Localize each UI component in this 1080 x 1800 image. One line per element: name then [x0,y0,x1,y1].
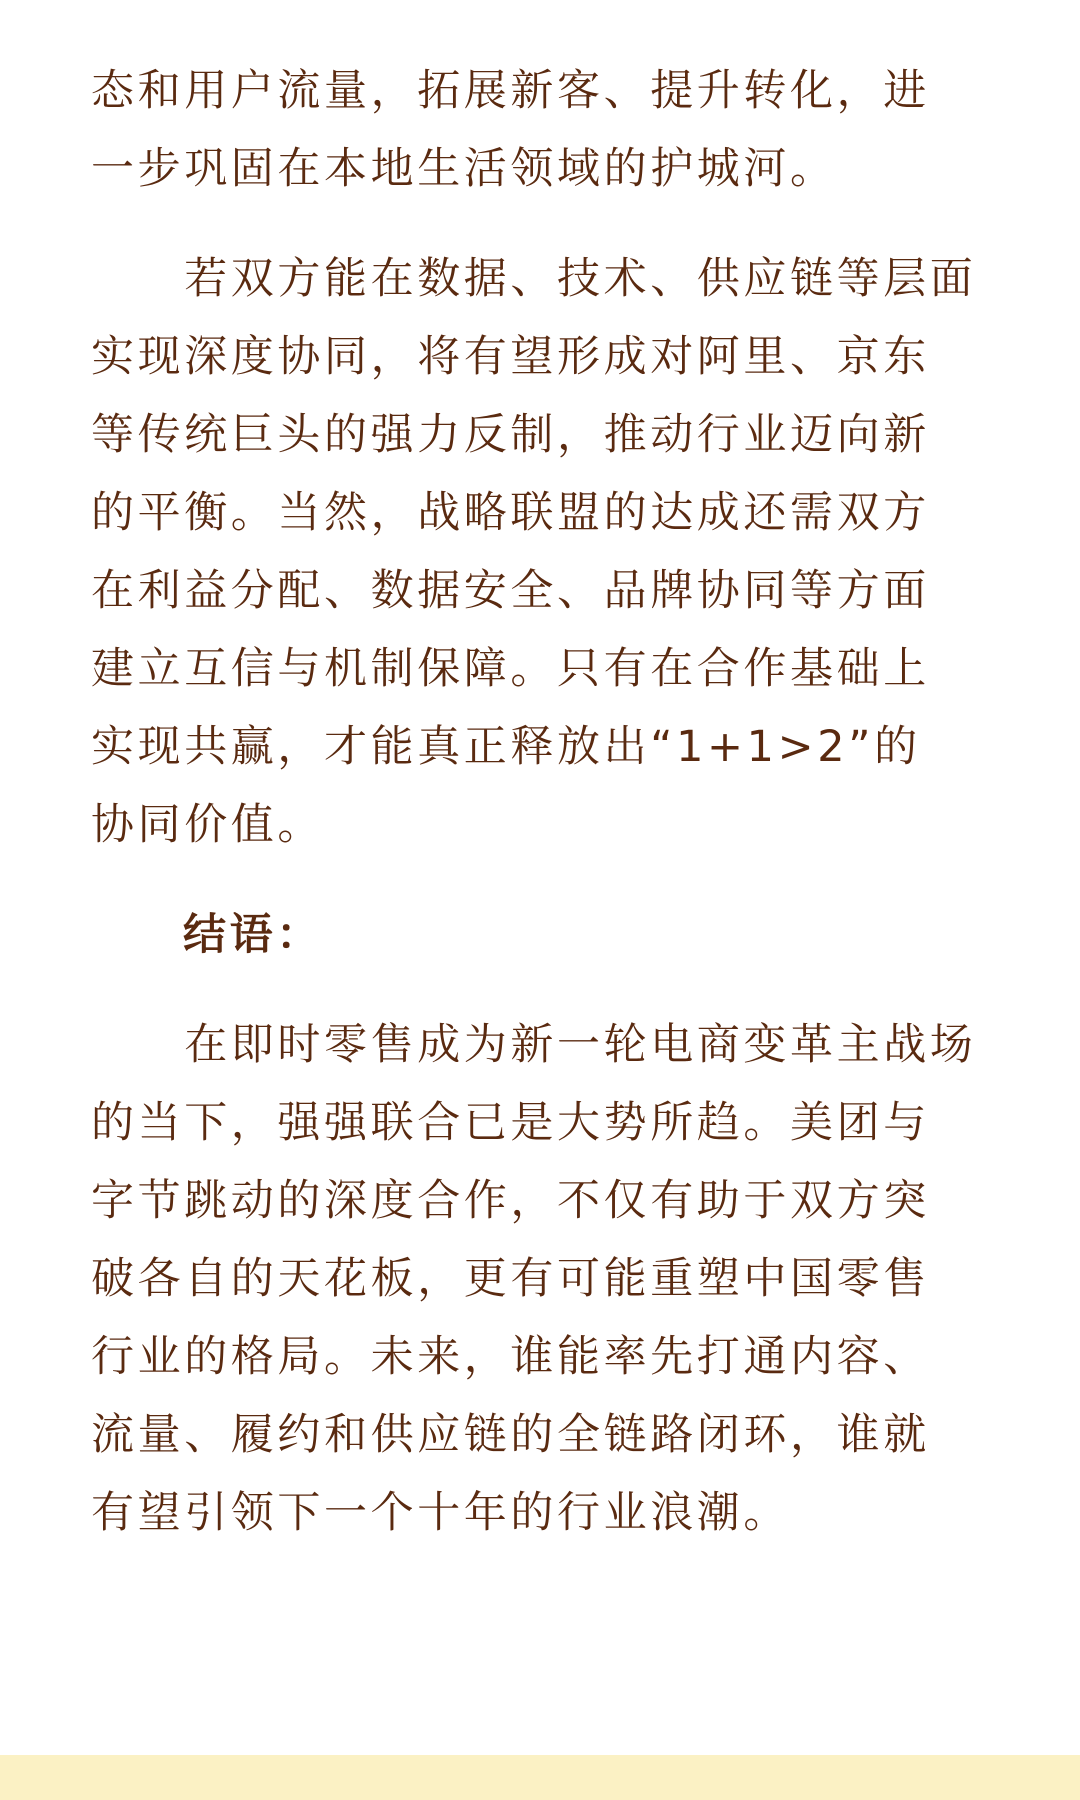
conclusion-heading: 结语： [183,910,323,960]
text-line: 建立互信与机制保障。只有在合作基础上 [91,644,930,694]
text-line: 若双方能在数据、技术、供应链等层面 [91,254,977,304]
text-line: 的平衡。当然，战略联盟的达成还需双方 [91,488,930,538]
text-line: 行业的格局。未来，谁能率先打通内容、 [91,1332,930,1382]
text-line: 一步巩固在本地生活领域的护城河。 [91,144,837,194]
text-line: 流量、履约和供应链的全链路闭环，谁就 [91,1410,930,1460]
text-line: 协同价值。 [91,800,324,850]
text-line: 等传统巨头的强力反制，推动行业迈向新 [91,410,930,460]
text-line: 在即时零售成为新一轮电商变革主战场 [91,1020,977,1070]
text-line: 实现深度协同，将有望形成对阿里、京东 [91,332,930,382]
footer-band [0,1755,1080,1800]
paragraph-synergy [91,240,991,864]
text-line: 字节跳动的深度合作，不仅有助于双方突 [91,1176,930,1226]
text-line: 在利益分配、数据安全、品牌协同等方面 [91,566,930,616]
text-line: 态和用户流量，拓展新客、提升转化，进 [91,66,930,116]
text-line: 实现共赢，才能真正释放出“1+1>2”的 [91,722,921,772]
article-body [91,52,991,1552]
text-line: 有望引领下一个十年的行业浪潮。 [91,1488,790,1538]
text-line: 的当下，强强联合已是大势所趋。美团与 [91,1098,930,1148]
paragraph-conclusion [91,1006,991,1552]
text-line: 破各自的天花板，更有可能重塑中国零售 [91,1254,930,1304]
paragraph-intro-continuation [91,52,991,208]
